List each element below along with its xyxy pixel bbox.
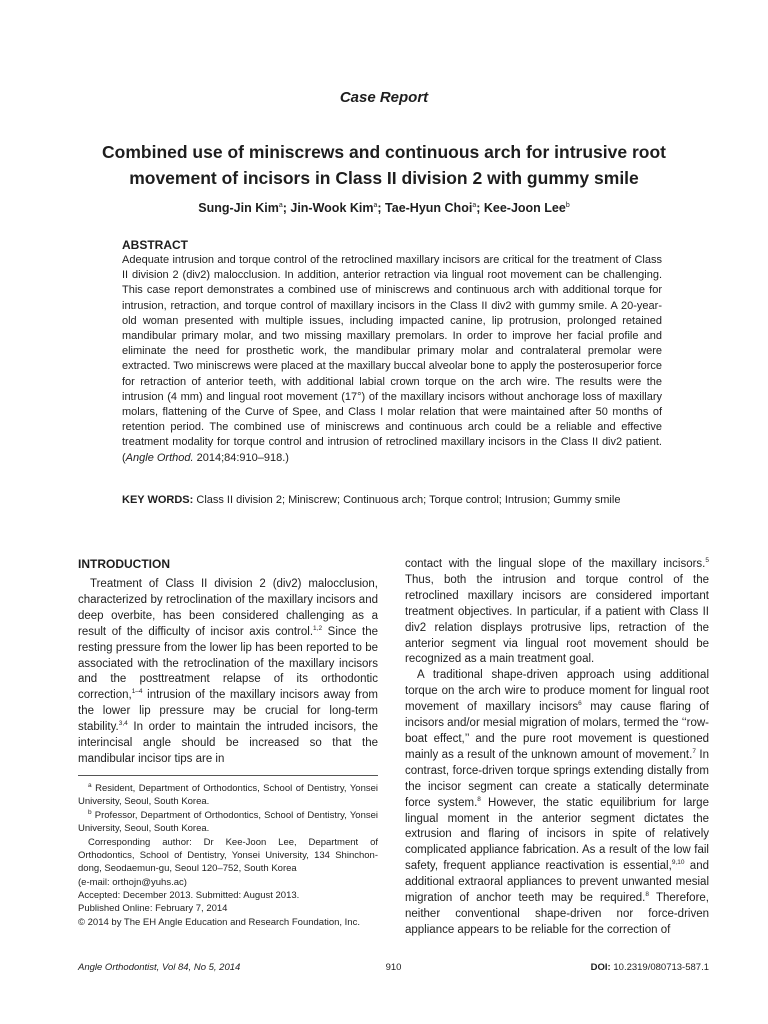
citation-ref: 7 xyxy=(692,748,696,756)
citation-ref: 6 xyxy=(578,700,582,708)
author-affiliation-mark: a xyxy=(472,201,477,209)
introduction-heading: INTRODUCTION xyxy=(78,557,170,571)
author-name: Sung-Jin Kim xyxy=(198,201,279,215)
citation-ref: 5 xyxy=(705,557,709,565)
paragraph: contact with the lingual slope of the maxillary incisors.$^5$ Thus, both the intrusion and torque control of the retroclined maxillary incisors are considered important treatment objectives. In particular, if a patient with Class II div2 relation displays protrusive lips, retraction of the anterior segment via lingual root movement should be recognized as a main treatment goal. xyxy=(405,557,709,666)
page-number: 910 xyxy=(385,962,402,973)
title-line-2: movement of incisors in Class II division 2 with gummy smile xyxy=(129,168,639,188)
title-line-1: Combined use of miniscrews and continuous arch for intrusive root xyxy=(102,142,666,162)
footer-doi: DOI: 10.2319/080713-587.1 xyxy=(590,962,709,973)
author-affiliation-mark: a xyxy=(278,201,283,209)
citation-ref: 9,10 xyxy=(671,859,685,867)
journal-abbrev: Angle Orthod. xyxy=(125,451,194,464)
author-name: Jin-Wook Kim xyxy=(290,201,374,215)
accepted-submitted: Accepted: December 2013. Submitted: August 2013. xyxy=(78,890,300,901)
right-column-body xyxy=(405,557,709,939)
abstract-heading: ABSTRACT xyxy=(122,238,188,252)
citation-ref: 8 xyxy=(477,795,481,803)
corresponding-author: Corresponding author: Dr Kee-Joon Lee, Department of Orthodontics, School of Dentistry, Yonsei University, 134 Shinchon-dong, Seodaemun-gu, Seoul 120–752, South Korea xyxy=(78,836,378,875)
author-affiliation-mark: a xyxy=(373,201,378,209)
footer-journal: Angle Orthodontist, Vol 84, No 5, 2014 xyxy=(78,962,241,973)
citation-ref: 8 xyxy=(645,891,650,899)
left-column-body xyxy=(78,577,378,768)
footnote-divider xyxy=(78,775,378,776)
affiliation-item: $^b$ Professor, Department of Orthodontics, School of Dentistry, Yonsei University, Seoul, South Korea. xyxy=(78,808,378,835)
published-online: Published Online: February 7, 2014 xyxy=(78,903,228,915)
copyright: © 2014 by The EH Angle Education and Research Foundation, Inc. xyxy=(78,916,360,928)
section-label: Case Report xyxy=(339,89,429,106)
citation-ref: 3,4 xyxy=(118,720,128,728)
corresponding-email: (e-mail: orthojn@yuhs.ac) xyxy=(78,876,187,888)
affiliation-item: $^a$ Resident, Department of Orthodontics, School of Dentistry, Yonsei University, Seoul, South Korea. xyxy=(78,781,378,808)
citation-ref: 1,2 xyxy=(313,624,323,632)
author-name: Tae-Hyun Choi xyxy=(385,201,473,215)
paragraph: A traditional shape-driven approach using additional torque on the arch wire to produce moment for lingual root movement of maxillary incisors$^6$ may cause flaring of incisors and/or mesial migration of molars, termed the ‘‘row-boat effect,’’ and the pure root movement is questioned mainly as a result of the unknown amount of movement.$^7$ In contrast, force-driven torque springs extending distally from the incisor segment can create a statically determinate force system.$^8$ However, the static equilibrium for large lingual moment in the anterior segment dictates the extrusion and flaring of incisors in spite of relatively complicated appliance fabrication. As a result of the low fail safety, frequent appliance reactivation is essential,$^{9,10}$ and additional extraoral appliances to prevent unwanted mesial migration of anchor teeth may be required.$^8$ Therefore, neither conventional shape-driven nor force-driven appliance appears to be reliable for the correction of xyxy=(405,669,710,936)
author-name: Kee-Joon Lee xyxy=(483,201,566,215)
author-affiliation-mark: b xyxy=(565,201,570,209)
abstract-text: Adequate intrusion and torque control of the retroclined maxillary incisors are critical for the treatment of Class II division 2 (div2) malocclusion. In addition, anterior retraction via lingual root movement can be challenging. This case report demonstrates a combined use of miniscrews and continuous arch with additional torque for intrusion, retraction, and torque control of maxillary incisors in the Class II div2 with gummy smile. A 20-year-old woman presented with multiple issues, including impacted canine, lip protrusion, prolonged retained mandibular primary molar, and two missing maxillary premolars. In order to improve her facial profile and eliminate the need for prosthetic work, the mandibular primary molar and contralateral premolar were extracted. Two miniscrews were placed at the maxillary buccal alveolar bone to apply the posterosuperior force for retraction of anterior teeth, with additional labial crown torque on the arch wire. The results were the intrusion (4 mm) and lingual root movement (17°) of the maxillary incisors without anchorage loss of maxillary molars, flattening of the Curve of Spee, and Class I molar relation that were maintained after 50 months of retention period. The combined use of miniscrews and continuous arch could be a reliable and effective treatment modality for torque control and intrusion of retroclined maxillary incisors in the Class II div2 patient. (Angle Orthod. 2014;84:910–918.) xyxy=(122,254,662,464)
affiliations xyxy=(78,782,378,889)
author-list: Sung-Jin Kim$^a$; Jin-Wook Kim$^a$; Tae-Hyun Choi$^a$; Kee-Joon Lee$^b$ xyxy=(198,201,570,215)
paragraph: Treatment of Class II division 2 (div2) malocclusion, characterized by retroclination of the maxillary incisors and deep overbite, has been considered challenging as a result of the difficulty of incisor axis control.$^{1,2}$ Since the resting pressure from the lower lip has been reported to be associated with the retroclination of the maxillary incisors and the posttreatment relapse of its orthodontic correction,$^{1-4}$ intrusion of the maxillary incisors away from the lower lip pressure may be crucial for long-term stability.$^{3,4}$ In order to maintain the intruded incisors, the interincisal angle should be increased so that the mandibular incisor tips are in xyxy=(78,578,378,765)
keywords-label: KEY WORDS: xyxy=(122,494,194,506)
article-title xyxy=(90,139,678,191)
doi-link[interactable]: 10.2319/080713-587.1 xyxy=(610,962,709,973)
publication-dates xyxy=(78,889,378,929)
keywords-list: Class II division 2; Miniscrew; Continuous arch; Torque control; Intrusion; Gummy smile xyxy=(193,494,621,506)
citation-ref: 1–4 xyxy=(131,688,143,696)
keywords xyxy=(122,493,662,508)
